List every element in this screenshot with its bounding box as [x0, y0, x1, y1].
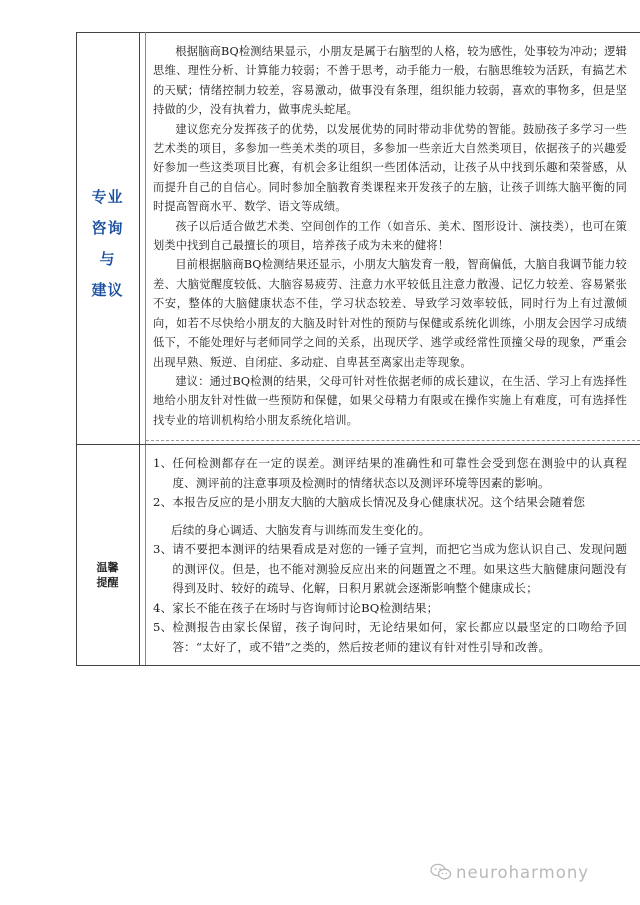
tip-item — [153, 599, 627, 619]
watermark — [430, 861, 589, 883]
tip-text: 请不要把本测评的结果看成是对您的一锤子宣判，而把它当成为您认识自己、发现问题的测评仪。但是，也不能对测验反应出来的问题置之不理。如果这些大脑健康问题没有得到及时、较好的疏导、化解，日积月累就会逐渐影响整个健康成长； — [172, 542, 627, 595]
table-top-border — [76, 32, 640, 33]
consult-paragraph: 孩子以后适合做艺术类、空间创作的工作（如音乐、美术、图形设计、演技类），也可在策划类中找到自己最擅长的项目，培养孩子成为未来的健将！ — [153, 219, 627, 253]
section-divider — [76, 444, 640, 445]
tip-text: 本报告反应的是小朋友大脑的大脑成长情况及身心健康状况。这个结果会随着您 — [172, 495, 586, 509]
content-column-divider — [145, 32, 146, 666]
consult-section-body — [153, 42, 627, 430]
tip-number: 5、 — [153, 620, 173, 634]
tip-number: 2、 — [153, 495, 173, 509]
tip-number — [153, 521, 171, 541]
tip-text: 后续的身心调适、大脑发育与训练而发生变化的。 — [171, 522, 431, 537]
consult-paragraph: 根据脑商BQ检测结果显示，小朋友是属于右脑型的人格，较为感性，处事较为冲动；逻辑思维、理性分析、计算能力较弱；不善于思考，动手能力一般，右脑思维较为活跃，有搞艺术的天赋；情绪控制力较差，容易激动，做事没有条理，组织能力较弱，喜欢的事物多，但是坚持做的少，没有执着力，做事虎头蛇尾。 — [153, 45, 627, 117]
tip-item — [153, 454, 627, 493]
section-dash-divider — [146, 440, 640, 441]
consult-paragraph: 建议：通过BQ检测的结果，父母可针对性依据老师的成长建议，在生活、学习上有选择性地给小朋友针对性做一些预防和保健，如果父母精力有限或在操作实施上有难度，可有选择性找专业的培训机构给小朋友系统化培训。 — [153, 374, 627, 427]
table-bottom-border — [76, 665, 640, 666]
tip-text: 检测报告由家长保留，孩子询问时，无论结果如何，家长都应以最坚定的口吻给予回答：“太好了，或不错”之类的，然后按老师的建议有针对性引导和改善。 — [172, 620, 627, 654]
report-sheet — [76, 32, 640, 862]
consult-paragraph: 目前根据脑商BQ检测结果还显示，小朋友大脑发育一般，智商偏低，大脑自我调节能力较差、大脑觉醒度较低、大脑容易疲劳、注意力水平较低且注意力散漫、记忆力较差、容易紧张不安，整体的大脑健康状态不佳，学习状态较差、导致学习效率较低，同时行为上有过激倾向，如若不尽快给小朋友的大脑及时针对性的预防与保健或系统化训练，小朋友会因学习成绩低下，不能处理好与老师同学之间的关系，出现厌学、逃学或经常性顶撞父母的现象，严重会出现早熟、叛逆、自闭症、多动症、自卑甚至离家出走等现象。 — [153, 258, 627, 369]
label-column-divider — [139, 32, 140, 666]
consult-paragraph: 建议您充分发挥孩子的优势，以发展优势的同时带动非优势的智能。鼓励孩子多学习一些艺术类的项目，多参加一些美术类的项目，多参加一些亲近大自然类项目，依据孩子的兴趣爱好参加一些这类项目比赛，有机会多让组织一些团体活动，让孩子从中找到乐趣和荣誉感，从而提升自己的自信心。同时参加全脑教育类课程来开发孩子的左脑，让孩子训练大脑平衡的同时提高智商水平、数学、语文等成绩。 — [153, 122, 627, 214]
consult-label-line: 咨询 — [91, 219, 124, 237]
tip-text: 家长不能在孩子在场时与咨询师讨论BQ检测结果； — [172, 600, 439, 615]
tips-section-body — [153, 454, 627, 657]
consult-section-label — [76, 182, 139, 306]
consult-label-line: 专业 — [91, 188, 124, 206]
tip-number: 1、 — [153, 456, 173, 470]
tip-item — [153, 521, 627, 541]
tip-number: 4、 — [153, 600, 173, 615]
tip-item — [153, 493, 627, 513]
tip-item — [153, 540, 627, 599]
wechat-icon — [430, 863, 452, 881]
tip-number: 3、 — [153, 542, 173, 556]
tip-text: 任何检测都存在一定的误差。测评结果的准确性和可靠性会受到您在测验中的认真程度、测评前的注意事项及检测时的情绪状态以及测评环境等因素的影响。 — [172, 456, 627, 490]
tips-label-line: 温馨 — [96, 561, 119, 574]
watermark-text: neuroharmony — [456, 862, 590, 882]
tip-item — [153, 618, 627, 657]
consult-label-line: 建议 — [91, 281, 124, 299]
consult-label-line: 与 — [99, 250, 116, 268]
tips-label-line: 提醒 — [96, 576, 119, 589]
tips-section-label — [76, 560, 139, 590]
